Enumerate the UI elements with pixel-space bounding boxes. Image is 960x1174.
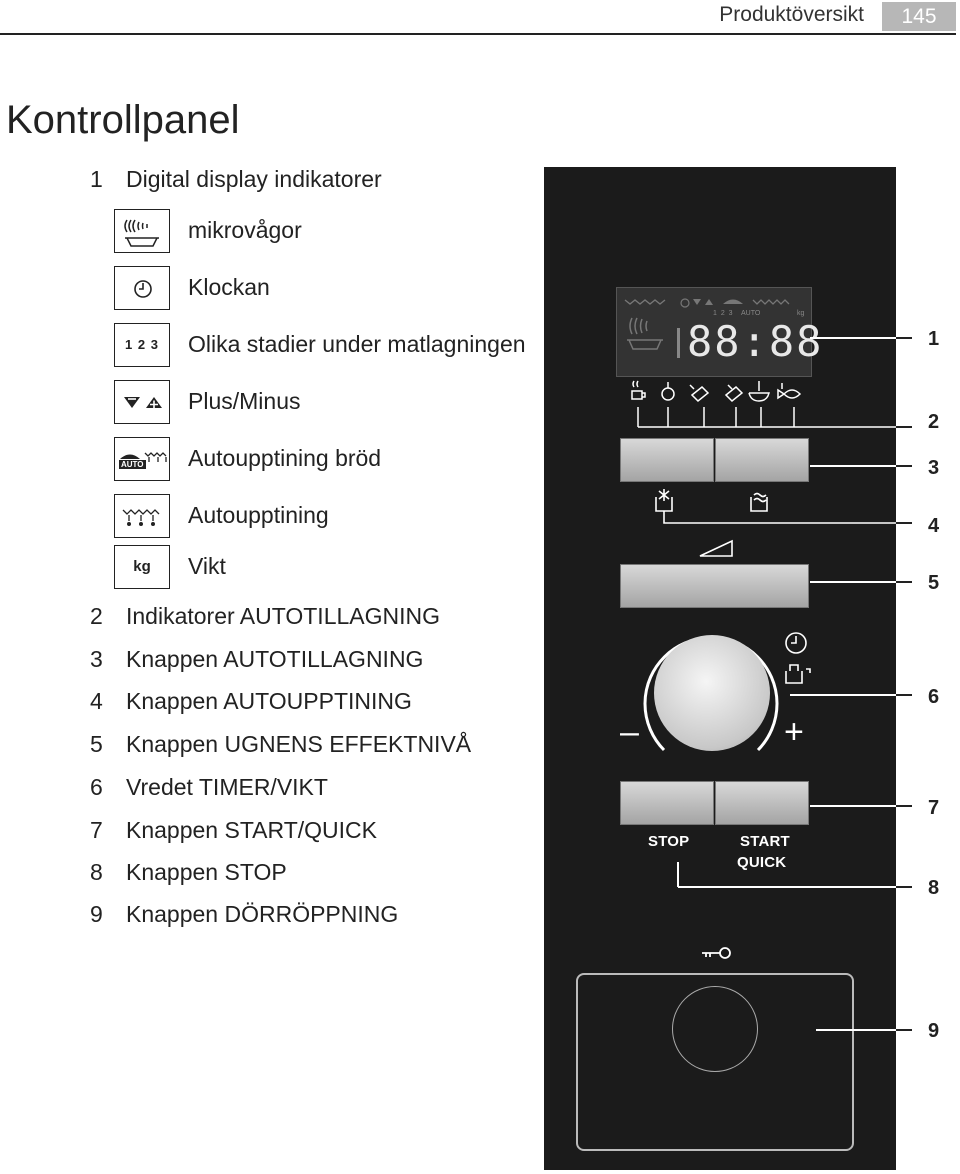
callout-5: 5: [928, 572, 940, 594]
section-title: Produktöversikt: [719, 3, 864, 26]
item-label: Knappen STOP: [126, 859, 287, 885]
auto-defrost-bread-icon: [114, 437, 170, 481]
door-open-button[interactable]: [672, 986, 758, 1072]
item-number: 6: [90, 774, 103, 800]
lcd-auto-text: AUTO: [741, 310, 761, 317]
start-quick-button[interactable]: [715, 781, 809, 825]
stop-button[interactable]: [620, 781, 714, 825]
quick-label: QUICK: [737, 854, 787, 871]
callout-4: 4: [928, 515, 940, 537]
callout-1: 1: [928, 328, 940, 350]
auto-text: AUTO: [121, 460, 144, 469]
list-item-9: [90, 901, 398, 928]
weight-icon: [114, 545, 170, 589]
indicator-label: mikrovågor: [188, 217, 302, 243]
callout-9: 9: [928, 1020, 940, 1042]
plus-minus-icon: [114, 380, 170, 424]
power-level-icon: [698, 539, 738, 559]
item-number: 3: [90, 646, 103, 672]
callout-8: 8: [928, 877, 940, 899]
item-label: Knappen AUTOTILLAGNING: [126, 646, 424, 672]
stop-label: STOP: [648, 833, 690, 850]
page-number: 145: [882, 2, 956, 31]
stages-text: 1 2 3: [125, 337, 159, 352]
item-label: Knappen START/QUICK: [126, 817, 377, 843]
indicator-label: Autoupptining bröd: [188, 445, 382, 471]
item-number: 4: [90, 688, 103, 714]
callout-6: 6: [928, 686, 940, 708]
clock-icon: [114, 266, 170, 310]
item-label: Knappen AUTOUPPTINING: [126, 688, 412, 714]
control-panel: [544, 167, 896, 1170]
lcd-kg-text: kg: [797, 310, 805, 317]
item-label: Vredet TIMER/VIKT: [126, 774, 328, 800]
list-item-3: [90, 646, 423, 673]
indicator-label: Autoupptining: [188, 502, 329, 528]
list-item-6: [90, 774, 328, 801]
item-number: 7: [90, 817, 103, 843]
list-item-1: [90, 166, 382, 193]
indicator-label: Vikt: [188, 553, 226, 579]
header-rule: [0, 33, 956, 35]
item-number: 2: [90, 603, 103, 629]
item-number: 1: [90, 166, 103, 192]
stages-icon: [114, 323, 170, 367]
indicator-label: Klockan: [188, 274, 270, 300]
timer-weight-knob[interactable]: [654, 635, 770, 751]
kg-text: kg: [133, 558, 151, 575]
auto-defrost-icon: [114, 494, 170, 538]
callout-7: 7: [928, 797, 940, 819]
callout-2: 2: [928, 411, 940, 433]
indicator-label: Plus/Minus: [188, 388, 301, 414]
list-item-4: [90, 688, 412, 715]
lcd-stages-text: 1 2 3: [713, 310, 734, 317]
list-item-5: [90, 731, 471, 758]
door-key-icon: [700, 943, 740, 963]
auto-defrost-indicators: [544, 485, 896, 535]
item-number: 5: [90, 731, 103, 757]
auto-cook-indicators: [544, 375, 896, 435]
item-label: Knappen DÖRRÖPPNING: [126, 901, 399, 927]
item-label: Indikatorer AUTOTILLAGNING: [126, 603, 441, 629]
page-title: Kontrollpanel: [6, 98, 240, 142]
item-number: 8: [90, 859, 103, 885]
power-level-button[interactable]: [620, 564, 809, 608]
list-item-8: [90, 859, 287, 886]
auto-cook-button-right[interactable]: [715, 438, 809, 482]
item-label: Knappen UGNENS EFFEKTNIVÅ: [126, 731, 472, 757]
auto-cook-button-left[interactable]: [620, 438, 714, 482]
indicator-label: Olika stadier under matlagningen: [188, 331, 526, 357]
lcd-digits: 88:88: [687, 317, 824, 366]
list-item-7: [90, 817, 377, 844]
microwave-icon: [114, 209, 170, 253]
knob-minus-label: –: [620, 713, 640, 751]
callout-3: 3: [928, 457, 940, 479]
list-item-2: [90, 603, 440, 630]
start-label: START: [740, 833, 790, 850]
item-number: 9: [90, 901, 103, 927]
knob-plus-label: +: [784, 713, 805, 751]
item-label: Digital display indikatorer: [126, 166, 382, 192]
lcd-display: [616, 287, 824, 377]
